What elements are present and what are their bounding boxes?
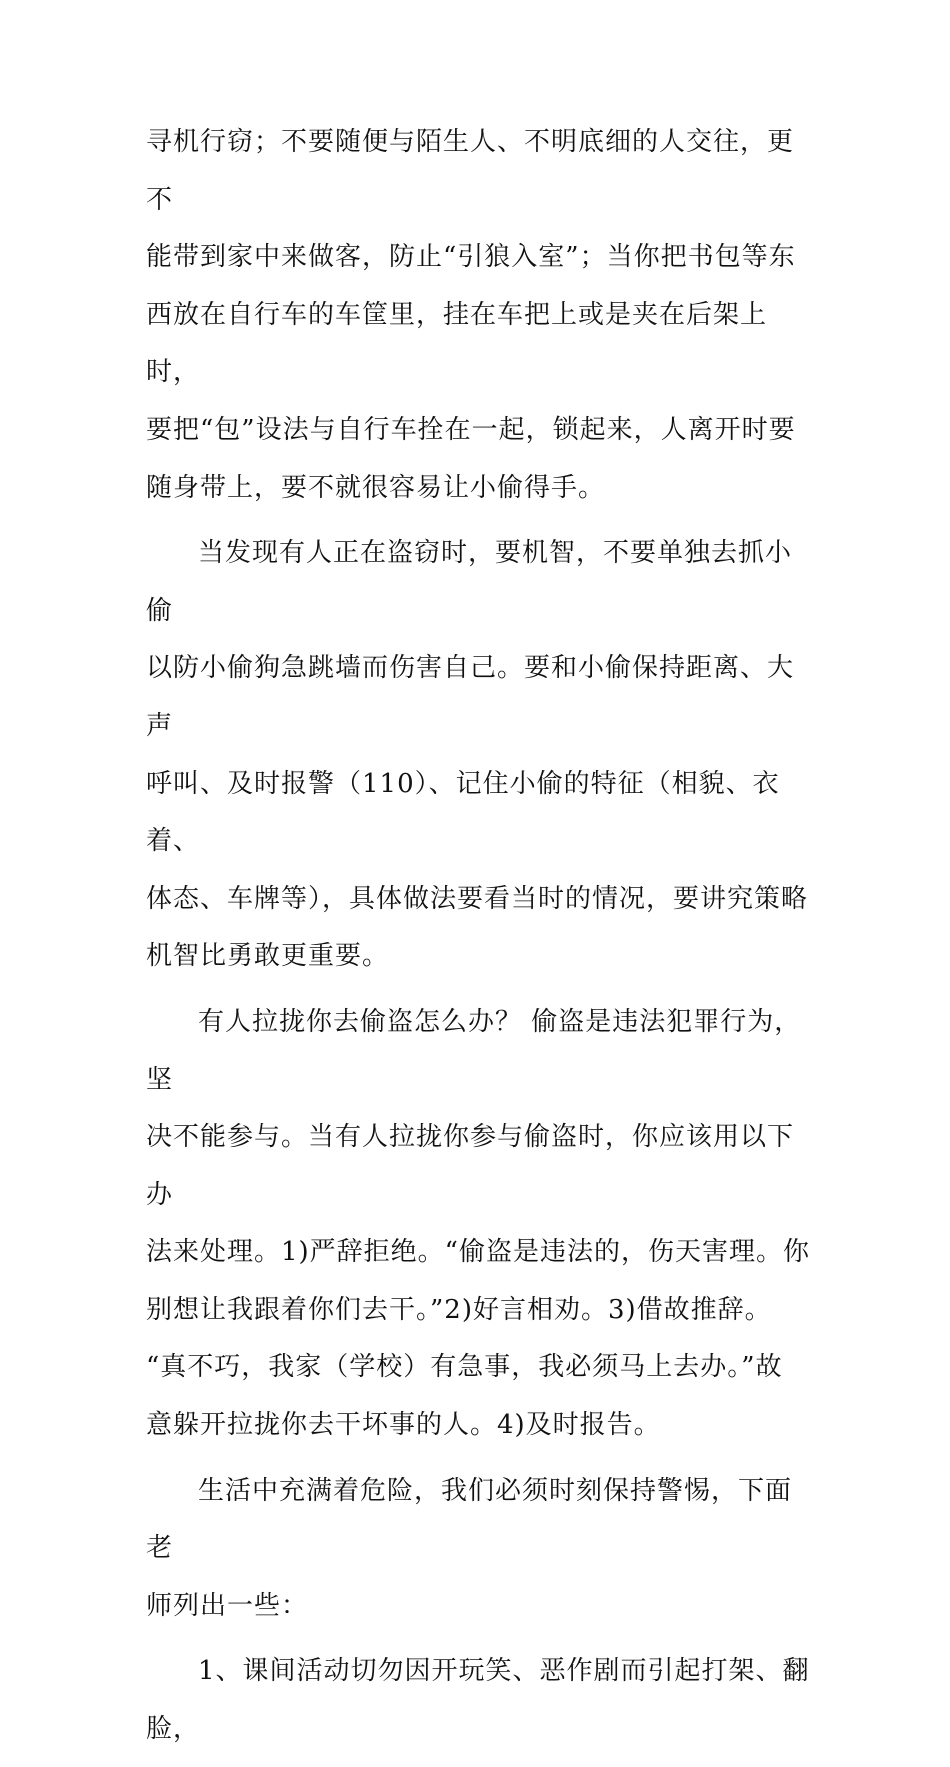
paragraph-3: 有人拉拢你去偷盗怎么办？ 偷盗是违法犯罪行为，坚 决不能参与。当有人拉拢你参与偷盗时，你应该用以下办 法来处理。1)严辞拒绝。“偷盗是违法的，伤天害理。你 别想让我跟着你们去干。”2)好言相劝。3)借故推辞。 “真不巧，我家（学校）有急事，我必须马上去办。”故 意躲开拉拢你去干坏事的人。4)及时报告。 (146, 1006, 810, 1441)
paragraph-4: 生活中充满着危险，我们必须时刻保持警惕，下面老 师列出一些： (146, 1475, 793, 1621)
paragraph-5: 1、课间活动切勿因开玩笑、恶作剧而引起打架、翻脸， (146, 1656, 810, 1745)
paragraph-2: 当发现有人正在盗窃时，要机智，不要单独去抓小偷 以防小偷狗急跳墙而伤害自己。要和小偷保持距离、大声 呼叫、及时报警（110）、记住小偷的特征（相貌、衣着、 体态、车牌等），具体做法要看当时的情况，要讲究策略 机智比勇敢更重要。 (146, 538, 809, 972)
document-body (146, 114, 816, 1767)
paragraph-1: 寻机行窃；不要随便与陌生人、不明底细的人交往，更不 能带到家中来做客，防止“引狼入室”；当你把书包等东 西放在自行车的车筐里，挂在车把上或是夹在后架上时， 要把“包”设法与自行车拴在一起，锁起来，人离开时要 随身带上，要不就很容易让小偷得手。 (146, 127, 796, 503)
